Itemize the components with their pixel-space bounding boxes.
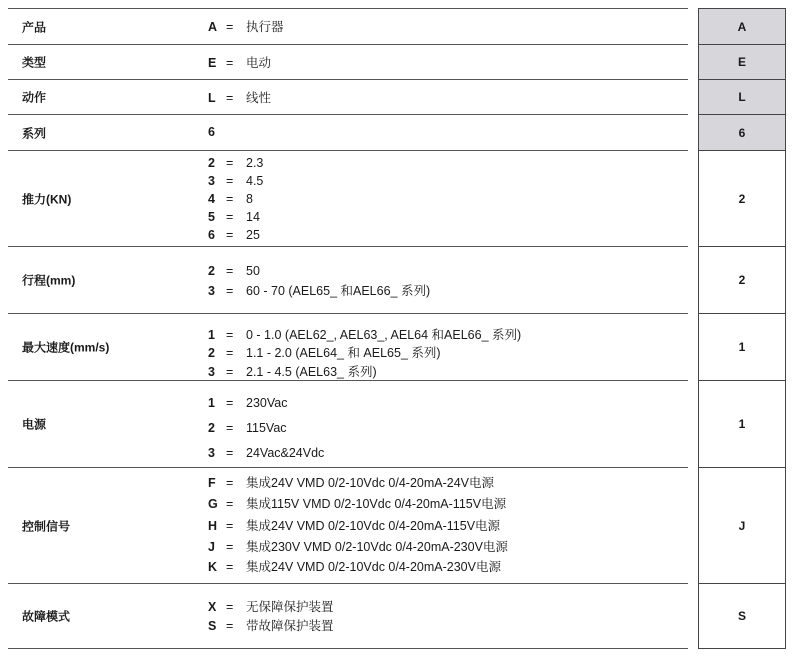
selected-code-cell: 6 — [698, 114, 786, 150]
option-code: A — [208, 20, 218, 34]
option-line — [208, 473, 494, 491]
equals-sign: = — [226, 421, 234, 435]
selected-code-cell: S — [698, 583, 786, 649]
option-line — [208, 264, 260, 278]
equals-sign: = — [226, 228, 234, 242]
option-line — [208, 537, 508, 555]
option-code: 3 — [208, 365, 215, 379]
option-line — [208, 362, 377, 380]
selected-code-cell: L — [698, 79, 786, 114]
option-code: 2 — [208, 421, 215, 435]
option-description: 14 — [246, 210, 260, 224]
option-line — [208, 557, 501, 575]
equals-sign: = — [226, 264, 234, 278]
option-description: 2.3 — [246, 156, 264, 170]
table-row — [8, 583, 688, 649]
option-description: 集成115V VMD 0/2-10Vdc 0/4-20mA-115V电源 — [246, 497, 507, 511]
option-code: 2 — [208, 346, 215, 360]
option-line — [208, 53, 271, 71]
option-line — [208, 17, 284, 35]
option-description: 线性 — [246, 91, 272, 105]
option-code: K — [208, 560, 218, 574]
option-code: 6 — [208, 125, 215, 139]
option-code: J — [208, 540, 215, 554]
table-row — [8, 114, 688, 150]
option-description: 集成24V VMD 0/2-10Vdc 0/4-20mA-115V电源 — [246, 519, 501, 533]
option-description: 25 — [246, 228, 260, 242]
equals-sign: = — [226, 600, 234, 614]
equals-sign: = — [226, 396, 234, 410]
row-label: 产品 — [22, 20, 47, 34]
option-description: 集成230V VMD 0/2-10Vdc 0/4-20mA-230V电源 — [246, 540, 508, 554]
option-code: 2 — [208, 264, 215, 278]
option-line — [208, 421, 287, 435]
option-line — [208, 494, 506, 512]
equals-sign: = — [226, 328, 234, 342]
option-code: H — [208, 519, 218, 533]
option-code: F — [208, 476, 216, 490]
option-description: 执行器 — [246, 20, 284, 34]
option-description: 无保障保护装置 — [246, 600, 334, 614]
option-code: 1 — [208, 328, 215, 342]
equals-sign: = — [226, 20, 234, 34]
option-line — [208, 325, 521, 343]
option-code: 3 — [208, 284, 215, 298]
option-code: 5 — [208, 210, 215, 224]
equals-sign: = — [226, 210, 234, 224]
selected-code-cell: E — [698, 44, 786, 79]
equals-sign: = — [226, 476, 234, 490]
equals-sign: = — [226, 284, 234, 298]
selected-code-cell: 2 — [698, 246, 786, 313]
table-row — [8, 44, 688, 79]
option-code: S — [208, 619, 217, 633]
option-code: 4 — [208, 192, 215, 206]
table-row — [8, 467, 688, 583]
equals-sign: = — [226, 519, 234, 533]
equals-sign: = — [226, 560, 234, 574]
equals-sign: = — [226, 365, 234, 379]
equals-sign: = — [226, 346, 234, 360]
selected-code-cell: 1 — [698, 313, 786, 380]
row-label: 故障模式 — [22, 609, 71, 624]
option-description: 24Vac&24Vdc — [246, 446, 325, 460]
row-label: 动作 — [22, 90, 47, 105]
option-line — [208, 210, 260, 224]
row-label: 类型 — [22, 55, 47, 70]
option-description: 1.1 - 2.0 (AEL64_ 和 AEL65_ 系列) — [246, 346, 441, 360]
equals-sign: = — [226, 91, 234, 105]
option-line — [208, 343, 441, 361]
row-label: 行程(mm) — [22, 273, 76, 288]
equals-sign: = — [226, 540, 234, 554]
equals-sign: = — [226, 192, 234, 206]
row-label: 最大速度(mm/s) — [22, 340, 110, 355]
table-row — [8, 150, 688, 246]
option-description: 带故障保护装置 — [246, 619, 334, 633]
table-row — [8, 380, 688, 467]
option-line — [208, 192, 253, 206]
row-label: 电源 — [22, 417, 47, 432]
option-code: 3 — [208, 174, 215, 188]
selected-code-cell: J — [698, 467, 786, 583]
option-line — [208, 174, 263, 188]
option-code: 3 — [208, 446, 215, 460]
equals-sign: = — [226, 446, 234, 460]
equals-sign: = — [226, 619, 234, 633]
row-label: 系列 — [22, 126, 47, 140]
option-code: X — [208, 600, 217, 614]
option-description: 8 — [246, 192, 253, 206]
selected-code-cell: 1 — [698, 380, 786, 467]
option-description: 115Vac — [246, 421, 287, 435]
selected-code-cell: 2 — [698, 150, 786, 246]
equals-sign: = — [226, 156, 234, 170]
option-code: 6 — [208, 228, 215, 242]
option-description: 集成24V VMD 0/2-10Vdc 0/4-20mA-24V电源 — [246, 476, 495, 490]
row-label: 控制信号 — [22, 519, 71, 533]
option-line — [208, 125, 246, 139]
option-code: G — [208, 497, 218, 511]
option-line — [208, 446, 324, 460]
option-line — [208, 516, 500, 534]
equals-sign: = — [226, 497, 234, 511]
selected-code-cell: A — [698, 8, 786, 44]
option-line — [208, 281, 430, 299]
option-line — [208, 616, 334, 634]
option-line — [208, 597, 334, 615]
option-code: 1 — [208, 396, 215, 410]
option-description: 50 — [246, 264, 260, 278]
row-label: 推力(KN) — [22, 192, 72, 206]
option-description: 60 - 70 (AEL65_ 和AEL66_ 系列) — [246, 284, 431, 298]
option-description: 集成24V VMD 0/2-10Vdc 0/4-20mA-230V电源 — [246, 560, 501, 574]
table-row — [8, 79, 688, 114]
equals-sign: = — [226, 174, 234, 188]
option-description: 230Vac — [246, 396, 288, 410]
option-description: 2.1 - 4.5 (AEL63_ 系列) — [246, 365, 377, 379]
table-row — [8, 246, 688, 313]
option-line — [208, 396, 287, 410]
option-line — [208, 88, 271, 106]
option-line — [208, 156, 263, 170]
table-row — [8, 8, 688, 44]
option-line — [208, 228, 260, 242]
option-code: 2 — [208, 156, 215, 170]
equals-sign: = — [226, 56, 234, 70]
option-description: 0 - 1.0 (AEL62_, AEL63_, AEL64 和AEL66_ 系列) — [246, 328, 522, 342]
option-description: 电动 — [246, 56, 272, 70]
option-code: E — [208, 56, 217, 70]
table-row — [8, 313, 688, 380]
option-code: L — [208, 91, 216, 105]
option-description: 4.5 — [246, 174, 264, 188]
